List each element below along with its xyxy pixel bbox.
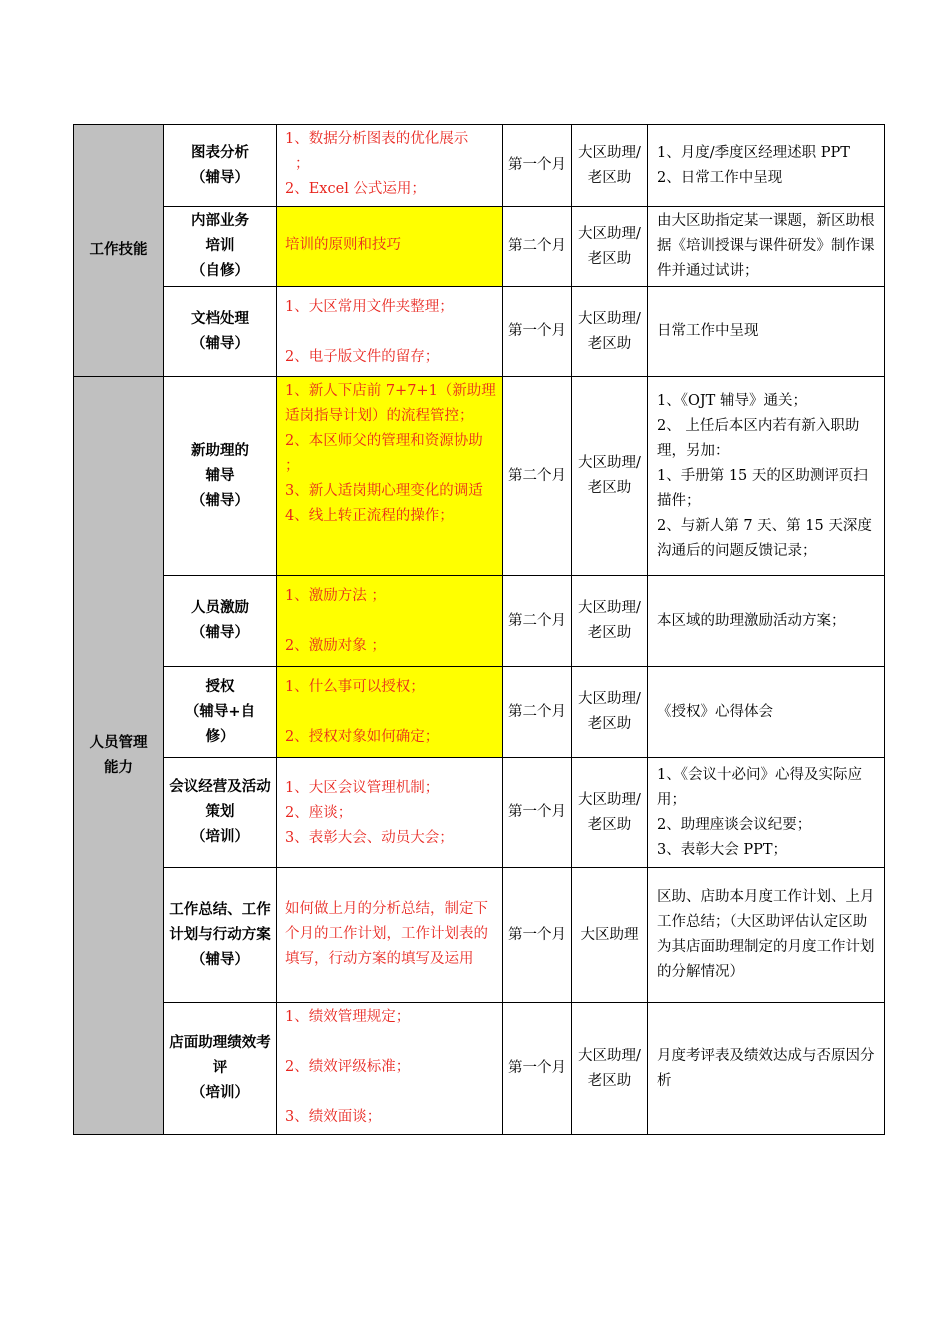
responsible-cell: 大区助理/老区助 [572,207,648,287]
time-cell: 第一个月 [503,125,572,207]
result-cell: 1、月度/季度区经理述职 PPT 2、日常工作中呈现 [648,125,885,207]
item-cell: 新助理的 辅导 （辅导） [164,377,277,576]
time-cell: 第一个月 [503,758,572,868]
table-row [74,377,885,576]
table-row [74,1003,885,1135]
content-cell: 1、绩效管理规定； 2、绩效评级标准； 3、绩效面谈； [277,1003,503,1135]
time-cell: 第一个月 [503,868,572,1003]
content-cell: 1、激励方法 ； 2、激励对象 ； [277,576,503,667]
result-cell: 《授权》心得体会 [648,667,885,758]
table-row [74,287,885,377]
time-cell: 第二个月 [503,377,572,576]
content-cell: 1、大区常用文件夹整理； 2、电子版文件的留存； [277,287,503,377]
content-cell: 培训的原则和技巧 [277,207,503,287]
result-cell: 由大区助指定某一课题，新区助根据《培训授课与课件研发》制作课件并通过试讲； [648,207,885,287]
item-cell: 会议经营及活动策划 （培训） [164,758,277,868]
item-cell: 店面助理绩效考评 （培训） [164,1003,277,1135]
responsible-cell: 大区助理/老区助 [572,667,648,758]
responsible-cell: 大区助理/老区助 [572,125,648,207]
content-cell: 如何做上月的分析总结，制定下个月的工作计划，工作计划表的填写，行动方案的填写及运用 [277,868,503,1003]
time-cell: 第二个月 [503,576,572,667]
result-cell: 日常工作中呈现 [648,287,885,377]
category-people-management: 人员管理能力 [74,377,164,1135]
time-cell: 第一个月 [503,287,572,377]
category-work-skills: 工作技能 [74,125,164,377]
table-row [74,758,885,868]
result-cell: 月度考评表及绩效达成与否原因分析 [648,1003,885,1135]
training-plan-table [73,124,885,1135]
responsible-cell: 大区助理/老区助 [572,287,648,377]
table-row [74,125,885,207]
time-cell: 第二个月 [503,207,572,287]
responsible-cell: 大区助理 [572,868,648,1003]
table-row [74,576,885,667]
table-row [74,207,885,287]
content-cell: 1、新人下店前 7+7+1（新助理适岗指导计划）的流程管控； 2、本区师父的管理和资源协助 ； 3、新人适岗期心理变化的调适 4、线上转正流程的操作； [277,377,503,576]
item-cell: 图表分析 （辅导） [164,125,277,207]
result-cell: 1、《OJT 辅导》通关； 2、 上任后本区内若有新入职助理，另加： 1、手册第 15 天的区助测评页扫描件； 2、与新人第 7 天、第 15 天深度沟通后的问题反馈记录； [648,377,885,576]
item-cell: 人员激励 （辅导） [164,576,277,667]
item-cell: 工作总结、工作计划与行动方案 （辅导） [164,868,277,1003]
content-cell: 1、什么事可以授权； 2、授权对象如何确定； [277,667,503,758]
result-cell: 本区域的助理激励活动方案； [648,576,885,667]
responsible-cell: 大区助理/老区助 [572,377,648,576]
item-cell: 授权 （辅导+自修） [164,667,277,758]
responsible-cell: 大区助理/老区助 [572,758,648,868]
table-row [74,667,885,758]
time-cell: 第一个月 [503,1003,572,1135]
responsible-cell: 大区助理/老区助 [572,576,648,667]
content-cell: 1、数据分析图表的优化展示 ； 2、Excel 公式运用； [277,125,503,207]
responsible-cell: 大区助理/老区助 [572,1003,648,1135]
item-cell: 文档处理 （辅导） [164,287,277,377]
table-row [74,868,885,1003]
item-cell: 内部业务 培训 （自修） [164,207,277,287]
result-cell: 区助、店助本月度工作计划、上月工作总结；（大区助评估认定区助为其店面助理制定的月度工作计划的分解情况） [648,868,885,1003]
content-cell: 1、大区会议管理机制； 2、座谈； 3、表彰大会、动员大会； [277,758,503,868]
time-cell: 第二个月 [503,667,572,758]
result-cell: 1、《会议十必问》心得及实际应用； 2、助理座谈会议纪要； 3、表彰大会 PPT； [648,758,885,868]
